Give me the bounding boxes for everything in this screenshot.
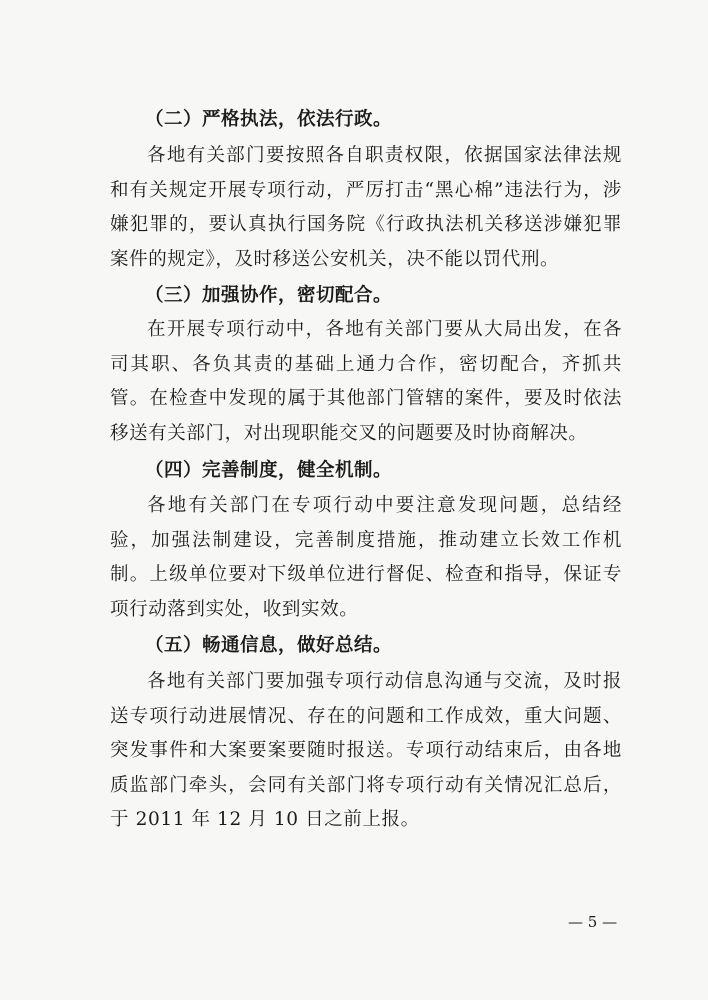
section-heading-3: （三）加强协作，密切配合。	[145, 285, 393, 306]
section-body-2: 各地有关部门要按照各自职责权限，依据国家法律法规和有关规定开展专项行动，严厉打击“黑心棉”违法行为，涉嫌犯罪的，要认真执行国务院《行政执法机关移送涉嫌犯罪案件的规定》，及时移送公安机关，决不能以罚代刑。	[110, 145, 622, 270]
section-body-3: 在开展专项行动中，各地有关部门要从大局出发，在各司其职、各负其责的基础上通力合作，密切配合，齐抓共管。在检查中发现的属于其他部门管辖的案件，要及时依法移送有关部门，对出现职能交叉的问题要及时协商解决。	[110, 319, 622, 444]
section-heading-5: （五）畅通信息，做好总结。	[145, 635, 393, 656]
section-body-4: 各地有关部门在专项行动中要注意发现问题，总结经验，加强法制建设，完善制度措施，推动建立长效工作机制。上级单位要对下级单位进行督促、检查和指导，保证专项行动落到实处，收到实效。	[110, 495, 622, 620]
section-heading-2: （二）严格执法，依法行政。	[145, 109, 393, 130]
section-body-5: 各地有关部门要加强专项行动信息沟通与交流，及时报送专项行动进展情况、存在的问题和工作成效，重大问题、突发事件和大案要案要随时报送。专项行动结束后，由各地质监部门牵头，会同有关部门将专项行动有关情况汇总后，于 2011 年 12 月 10 日之前上报。	[110, 671, 622, 830]
section-heading-4: （四）完善制度，健全机制。	[145, 460, 393, 481]
page-number: — 5 —	[568, 913, 618, 931]
